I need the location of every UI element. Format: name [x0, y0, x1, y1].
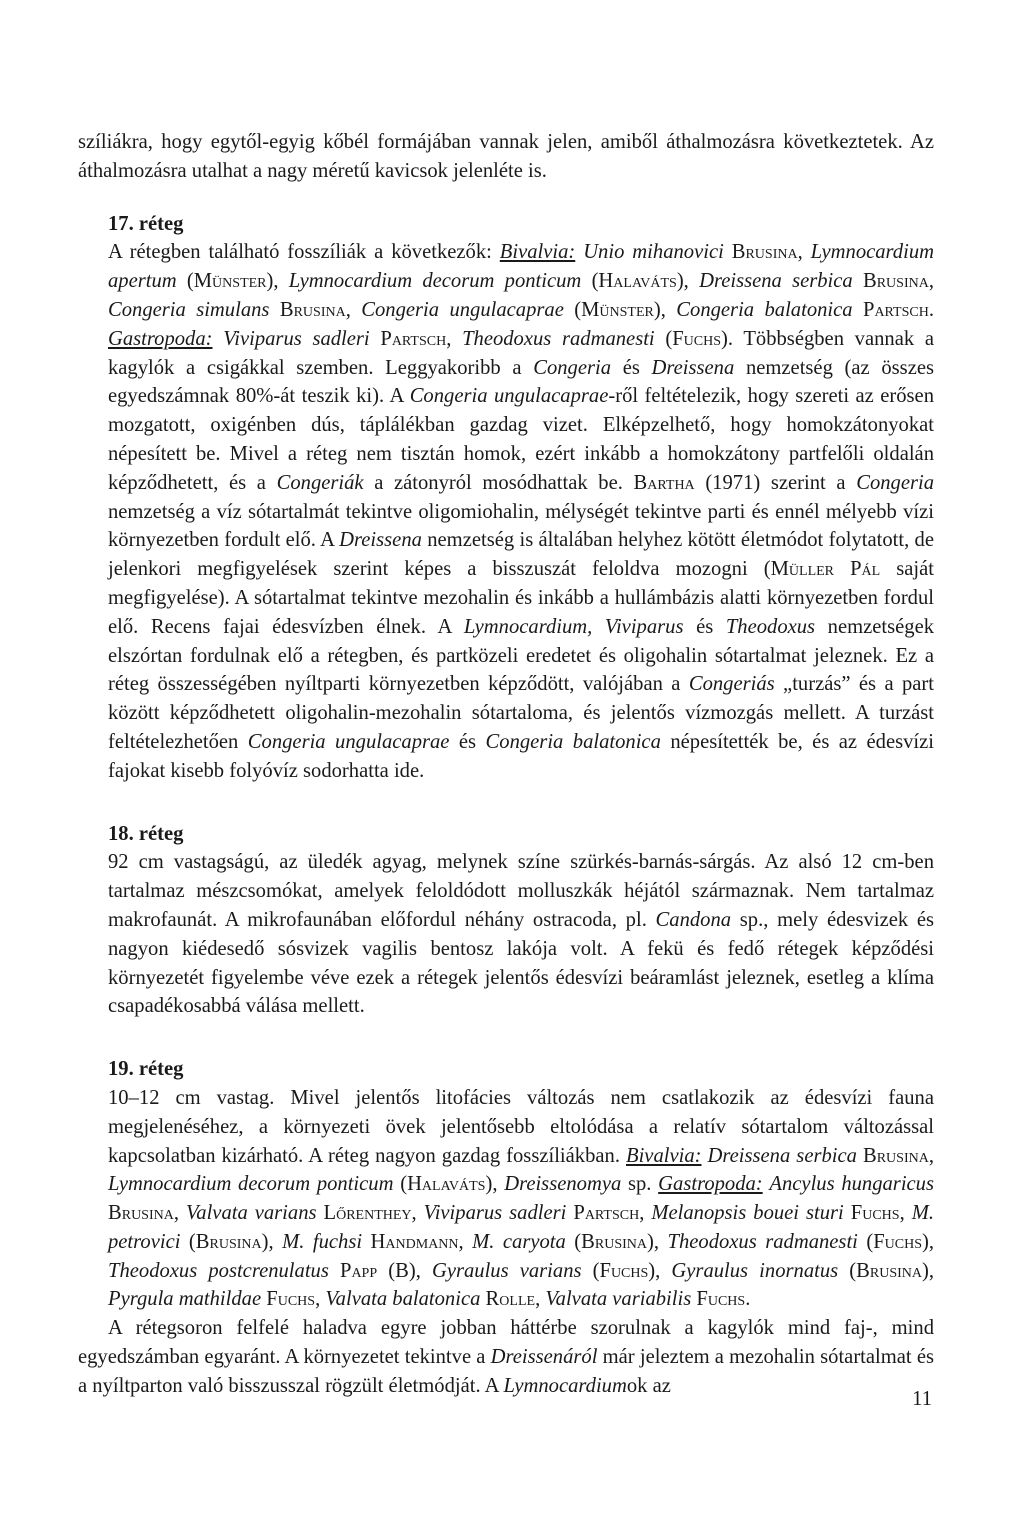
text-run: Gastropoda:: [658, 1173, 763, 1196]
text-run: Lymnocardium decorum ponticum: [108, 1173, 394, 1196]
text-run: M. caryota: [472, 1230, 566, 1253]
text-run: (: [393, 1173, 408, 1196]
text-run: (: [838, 1259, 857, 1282]
text-run: Gastropoda:: [108, 327, 213, 350]
text-run: [329, 1260, 340, 1282]
text-run: Halaváts: [407, 1173, 486, 1196]
text-run: ,: [639, 1202, 652, 1225]
text-run: [575, 241, 583, 263]
text-run: Partsch: [380, 327, 447, 350]
text-run: nemzetség (az összes egyedszámnak 80%-át teszik ki). A: [108, 356, 934, 408]
text-run: ,: [797, 241, 811, 264]
text-run: ok az: [626, 1374, 671, 1397]
text-run: a zátonyról mosódhattak be.: [363, 471, 634, 494]
text-run: Lőrenthey: [323, 1202, 412, 1225]
text-run: Congeria ungulacaprae: [247, 730, 450, 753]
text-run: nemzetségek elszórtan fordulnak elő a rétegben, és partközeli eredetet és oligohalin sótartalmat jeleznek. Ez a réteg összességében nyíltparti környezetben képződött, valójában a: [108, 615, 935, 696]
text-run: .: [928, 298, 934, 321]
text-run: Brusina: [108, 1202, 174, 1225]
text-run: ,: [899, 1202, 912, 1225]
text-run: Candona: [655, 908, 732, 931]
text-run: Münster: [193, 270, 267, 293]
text-run: Bartha: [633, 471, 695, 494]
text-run: .: [745, 1288, 751, 1311]
closing-paragraph: [78, 1314, 934, 1400]
text-run: Congeria balatonica: [676, 298, 853, 321]
text-run: Theodoxus radmanesti: [667, 1230, 858, 1253]
text-run: ,: [458, 1230, 473, 1253]
text-run: Fuchs: [672, 327, 722, 350]
text-run: ,: [315, 1288, 326, 1311]
text-run: Partsch: [862, 298, 929, 321]
text-run: nemzetség is általában helyhez kötött életmódot folytatott, de jelenkori megfigyelések szerint képes a bisszuszát feloldva mozogni (: [108, 529, 934, 581]
text-run: ,: [345, 298, 362, 321]
text-run: (B),: [377, 1259, 432, 1282]
intro-paragraph: szíliákra, hogy egytől-egyig kőbél formájában vannak jelen, amiből áthalmozásra következtetek. Az áthalmozásra utalhat a nagy méretű kavicsok jelenléte is.: [78, 131, 934, 182]
text-run: (: [857, 1230, 874, 1253]
text-run: Gyraulus varians: [431, 1259, 582, 1282]
text-run: ),: [676, 270, 700, 293]
text-run: M. fuchsi: [282, 1230, 363, 1253]
text-run: Unio mihanovici: [583, 241, 724, 264]
text-run: ,: [173, 1202, 186, 1225]
text-run: Valvata variabilis: [545, 1288, 692, 1311]
text-run: sp.: [621, 1173, 659, 1196]
text-run: ),: [261, 1230, 283, 1253]
text-run: Partsch: [573, 1202, 640, 1225]
text-run: Dreissena serbica: [699, 270, 853, 293]
text-run: Lymnocardium apertum: [108, 241, 934, 293]
text-run: ,: [411, 1202, 424, 1225]
text-run: és: [683, 615, 726, 638]
text-run: Theodoxus postcrenulatus: [108, 1259, 329, 1282]
text-run: Brusina: [856, 1259, 922, 1282]
text-run: Bivalvia:: [626, 1144, 702, 1167]
text-run: A rétegsoron felfelé haladva egyre jobban háttérbe szorulnak a kagylók mind faj-, mind egyedszámban egyaránt. A környezetet tekintve a: [78, 1317, 934, 1369]
text-run: Congeria: [856, 471, 935, 494]
text-run: Halaváts: [598, 270, 677, 293]
text-run: Dreissena serbica: [707, 1144, 857, 1167]
text-run: [844, 1202, 851, 1224]
layer-18-heading: 18. réteg: [108, 822, 184, 845]
text-run: Münster: [581, 298, 654, 321]
text-run: Fuchs: [266, 1288, 316, 1311]
text-run: ),: [647, 1230, 668, 1253]
layer-19-heading: 19. réteg: [108, 1058, 184, 1081]
text-run: [853, 299, 863, 321]
text-run: már jeleztem a mezohalin sótartalmat és a nyíltparton való bisszusszal rögzült életmódját. A: [78, 1346, 934, 1397]
text-run: 92 cm vastagságú, az üledék agyag, melynek színe szürkés-barnás-sárgás. Az alsó 12 cm-ben tartalmaz mészcsomókat, amelyek feloldódott molluszkák héjától származnak. Nem tartalmaz makrofaunát. A mikrofaunában előfordul néhány ostracoda, pl.: [108, 851, 934, 931]
text-run: Viviparus sadleri: [223, 327, 370, 350]
text-run: sp., mely édesvizek és nagyon kiédesedő sósvizek vagilis bentosz lakója volt. A fekü és fedő rétegek képződési környezetét figyelembe véve ezek a rétegek jelentős édesvízi beáramlást jeleznek, esetleg a klíma csapadékosabbá válása mellett.: [108, 908, 934, 1018]
text-run: Congeria ungulacaprae: [409, 385, 609, 408]
text-run: (: [581, 270, 599, 293]
text-run: és: [449, 730, 486, 753]
text-run: Brusina: [862, 270, 929, 293]
text-run: [724, 241, 732, 263]
text-run: Bivalvia:: [499, 241, 576, 264]
text-run: Valvata balatonica: [325, 1288, 481, 1311]
text-run: ,: [928, 1144, 934, 1167]
text-run: Dreissena: [339, 529, 422, 552]
text-run: M. petrovici: [108, 1202, 935, 1253]
text-run: Theodoxus radmanesti: [462, 327, 655, 350]
text-run: és: [611, 356, 652, 379]
text-run: (: [565, 1230, 582, 1253]
text-run: [370, 328, 381, 350]
text-run: ),: [266, 270, 289, 293]
text-run: Gyraulus inornatus: [671, 1259, 839, 1282]
text-run: ). Többségben vannak a kagylók a csigákkal szemben. Leggyakoribb a: [108, 327, 934, 379]
text-run: Brusina: [279, 298, 346, 321]
text-run: Ancylus hungaricus: [769, 1173, 934, 1196]
text-run: -ről feltételezik, hogy szereti az erősen mozgatott, oxigénben dús, táplálékban gazdag vizet. Elképzelhető, hogy homokzátonyokat népesített be. Mivel a réteg nem tisztán homok, ezért inkább a homokzátony partfelőli oldalán képződhetett, és a: [108, 385, 934, 494]
text-run: Congeria: [533, 356, 612, 379]
text-run: Pyrgula mathildae: [108, 1288, 262, 1311]
text-run: (1971) szerint a: [694, 471, 857, 494]
text-run: Brusina: [731, 241, 798, 264]
text-run: [362, 1231, 370, 1253]
text-run: Fuchs: [873, 1230, 923, 1253]
text-run: Brusina: [195, 1230, 262, 1253]
text-run: Viviparus sadleri: [423, 1202, 567, 1225]
text-run: ,: [446, 327, 463, 350]
text-run: Lymnocardium: [503, 1374, 627, 1397]
text-run: Fuchs: [599, 1259, 649, 1282]
text-run: (: [581, 1259, 600, 1282]
text-run: Dreissenomya: [504, 1173, 622, 1196]
text-run: [213, 328, 224, 350]
text-run: Melanopsis bouei sturi: [651, 1202, 844, 1225]
text-run: Congeria simulans: [108, 298, 270, 321]
text-run: A rétegben található fosszíliák a következők:: [108, 241, 500, 264]
text-run: ),: [922, 1230, 935, 1253]
text-run: ,: [928, 270, 934, 293]
page-number: 11: [912, 1388, 932, 1410]
text-run: Lymnocardium decorum ponticum: [288, 270, 582, 293]
text-run: nemzetség a víz sótartalmát tekintve oligomiohalin, mélységét tekintve parti és ennél mélyebb vízi környezetben fordult elő. A: [108, 500, 934, 552]
text-run: Handmann: [370, 1230, 459, 1253]
text-run: [317, 1202, 324, 1224]
text-run: Congeria balatonica: [485, 730, 661, 753]
text-run: [853, 270, 863, 292]
text-run: Brusina: [581, 1230, 648, 1253]
layer-18-paragraph: [108, 848, 934, 1021]
text-run: „turzás” és a part között képződhetett oligohalin-mezohalin sótartaloma, és jelentős vízmozgás mellett. A turzást feltételezhetően: [108, 673, 934, 753]
text-run: [269, 299, 279, 321]
text-run: ),: [922, 1259, 935, 1282]
layer-17-paragraph: [108, 238, 934, 785]
text-run: Dreissena: [651, 356, 735, 379]
text-run: 10–12 cm vastag. Mivel jelentős litofácies változás nem csatlakozik az édesvízi fauna megjelenéséhez, a környezeti övek jelentősebb eltolódása a relatív sótartalom változással kapcsolatban kizárható. A réteg nagyon gazdag fosszíliákban.: [108, 1086, 934, 1167]
text-run: ,: [535, 1288, 546, 1311]
text-run: Theodoxus: [725, 615, 816, 638]
page-body: [78, 128, 934, 1401]
text-run: saját megfigyelése). A sótartalmat tekintve mezohalin és inkább a hullámbázis alatti környezetben fordul elő. Recens fajai édesvízben élnek. A: [108, 558, 934, 638]
text-run: ),: [648, 1259, 672, 1282]
text-run: ),: [653, 298, 677, 321]
layer-17-heading: 17. réteg: [108, 212, 184, 235]
text-run: Müller Pál: [770, 558, 881, 581]
layer-19-paragraph: [108, 1084, 934, 1314]
text-run: Rolle: [485, 1288, 536, 1311]
text-run: (: [563, 298, 582, 321]
text-run: népesítették be, és az édesvízi fajokat kisebb folyóvíz sodorhatta ide.: [108, 730, 934, 782]
text-run: ),: [485, 1173, 505, 1196]
text-run: Congeria ungulacaprae: [361, 298, 564, 321]
text-run: Dreissenáról: [490, 1346, 598, 1369]
text-run: (: [654, 327, 673, 350]
text-run: Congeriás: [688, 673, 775, 696]
text-run: Fuchs: [696, 1288, 746, 1311]
text-run: Congeriák: [276, 471, 364, 494]
text-run: Lymnocardium, Viviparus: [463, 615, 684, 638]
text-run: (: [180, 1230, 196, 1253]
text-run: Papp: [339, 1259, 378, 1282]
text-run: Brusina: [862, 1144, 929, 1167]
text-run: Fuchs: [850, 1202, 900, 1225]
text-run: Valvata varians: [185, 1202, 317, 1225]
text-run: (: [176, 270, 194, 293]
